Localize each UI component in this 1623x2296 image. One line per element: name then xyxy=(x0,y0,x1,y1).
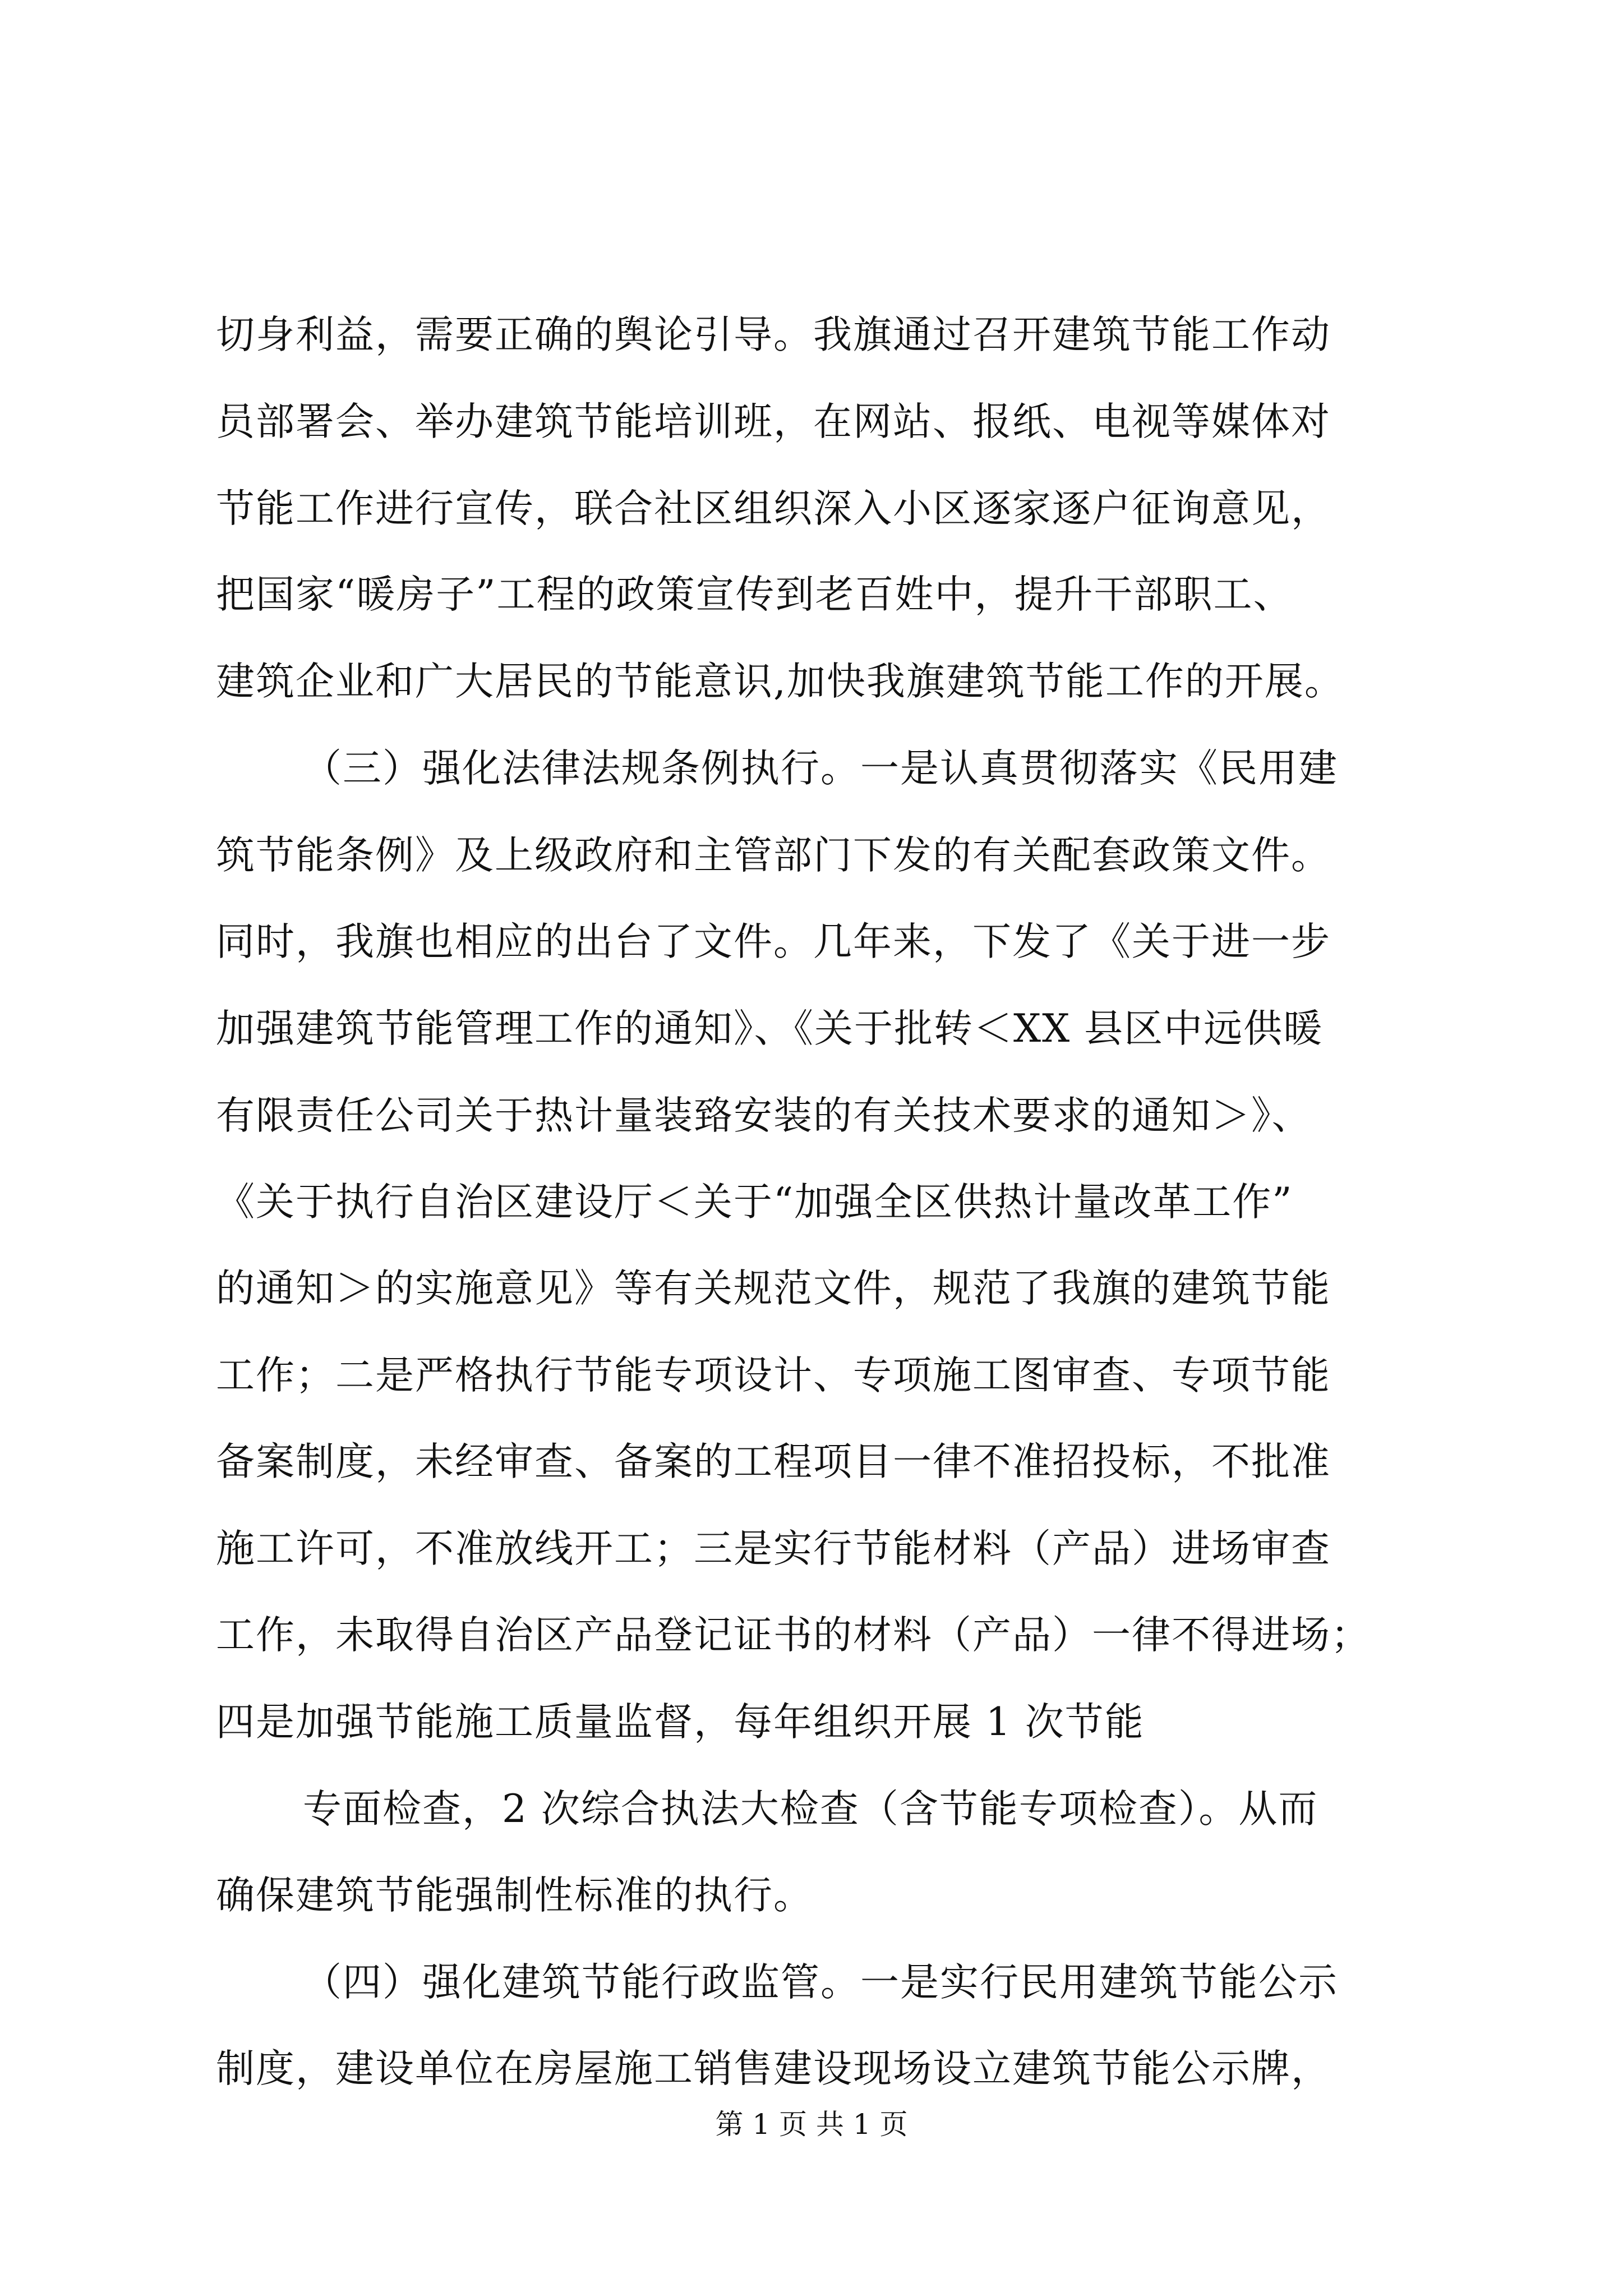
body-text-line: 施工许可，不准放线开工；三是实行节能材料（产品）进场审查 xyxy=(216,1526,1331,1571)
body-text-line: 的通知＞的实施意见》等有关规范文件，规范了我旗的建筑节能 xyxy=(216,1266,1331,1311)
section-heading-paragraph: （三）强化法律法规条例执行。一是认真贯彻落实《民用建 xyxy=(303,746,1338,791)
body-text-line: 切身利益，需要正确的舆论引导。我旗通过召开建筑节能工作动 xyxy=(216,312,1331,357)
body-text-line: 确保建筑节能强制性标准的执行。 xyxy=(216,1873,813,1918)
section-heading-paragraph: （四）强化建筑节能行政监管。一是实行民用建筑节能公示 xyxy=(303,1960,1338,2005)
body-text-line: 制度，建设单位在房屋施工销售建设现场设立建筑节能公示牌， xyxy=(216,2046,1331,2091)
body-text-line: 工作，未取得自治区产品登记证书的材料（产品）一律不得进场； xyxy=(216,1613,1371,1658)
body-text-line: 专面检查，2 次综合执法大检查（含节能专项检查）。从而 xyxy=(303,1787,1318,1832)
body-text-line: 节能工作进行宣传，联合社区组织深入小区逐家逐户征询意见， xyxy=(216,486,1331,531)
body-text-line: 筑节能条例》及上级政府和主管部门下发的有关配套政策文件。 xyxy=(216,833,1331,878)
body-text-line: 工作；二是严格执行节能专项设计、专项施工图审查、专项节能 xyxy=(216,1353,1331,1398)
page-footer: 第 1 页 共 1 页 xyxy=(715,2108,908,2141)
body-text-line: 把国家“暖房子”工程的政策宣传到老百姓中，提升干部职工、 xyxy=(216,572,1293,617)
body-text-line: 员部署会、举办建筑节能培训班，在网站、报纸、电视等媒体对 xyxy=(216,399,1331,444)
body-text-line: 备案制度，未经审查、备案的工程项目一律不准招投标，不批准 xyxy=(216,1439,1331,1484)
body-text-line: 建筑企业和广大居民的节能意识,加快我旗建筑节能工作的开展。 xyxy=(216,659,1344,704)
body-text-line: 同时，我旗也相应的出台了文件。几年来，下发了《关于进一步 xyxy=(216,919,1331,964)
body-text-line: 有限责任公司关于热计量装臵安装的有关技术要求的通知＞》、 xyxy=(216,1093,1312,1138)
body-text-line: 加强建筑节能管理工作的通知》、《关于批转＜XX 县区中远供暖 xyxy=(216,1006,1324,1051)
body-text-line: 《关于执行自治区建设厅＜关于“加强全区供热计量改革工作” xyxy=(216,1180,1293,1225)
body-text-line: 四是加强节能施工质量监督，每年组织开展 1 次节能 xyxy=(216,1700,1145,1745)
